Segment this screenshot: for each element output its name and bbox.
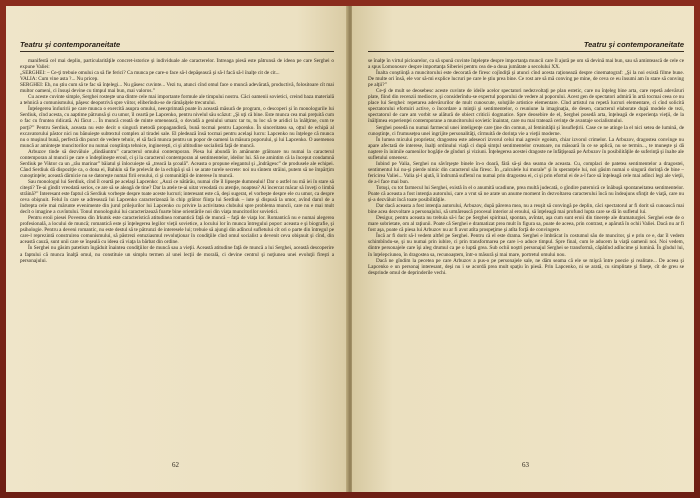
left-page <box>6 6 348 492</box>
left-paragraph-9: Pentru eroii piesei Povestea din Irkutsk este caracteristică atitudinea romantică faţă de muncă – faţă de viaţa lor. Romantică nu e numai alegerea profesională, a locului de muncă; romantică este şi înţelegerea legilor vieţii sovietice, a locului lor în munca întregului popor: aceasta e şi biografie, şi psihologie. Pentru a deveni romantic, nu este destul să te pătrunzi de interesele lui; trebuie să ajungi din adîncul sufletului cît ori o parte din întregul pe care-l reprezintă construirea comunismului, să păstrezi entuziasmul revoluţionar în condiţiile cînd omul socialist a devenit ceva obişnuit şi cînd, din această cauză, sunt unii care se înşeală cu ideea că viaţa la bărbat din ordine. <box>20 215 334 246</box>
left-page-number: 62 <box>172 461 179 469</box>
left-paragraph-6: Înţelegerea înrîuririi pe care munca o exercită asupra omului, neexprimată poate în această măsură de program, o descoperi şi în monologurile lui Serdiuk, cînd acesta, cu aaptime pătrunsă şi cu umor, îl ceartă pe Lapcenko, pentru nivelul său scăzut: „Şi uţi că bine. Este munca cea mai preţuită cum o fac cu fruntea ridicată. Ai făcut ... În muncă creată de minte omenească, o dovadă a geniului uman: tar tu, tu loc să te aridici la înălţime, cum te porţi?” Pentru Serdiuk, aceasta nu este decit o singură metodă propagandistă, bună tocmai pentru Lapcenko. În sinceritatea sa, oţtul de echipă al excavatorului păstor nici nu bănuieşte subtextul complex al tiradei sale. El pledează însă tocmai pentru acelaşi lucru: Lapcenko nu înţelege că munca nu o muşinul bună, perfectă din punct de vedere tehnic, el să facă munca pentru un popor de oameni la măsura poporului, şi lui Lapcenko. O asemenea muncă ar aminteşte muncitorilor nu numai conştiinţa tehnice, inginereşti, ci şi altitudine socialistă faţă de muncă. <box>20 106 334 149</box>
right-paragraph-4: Serghei posedă nu numai farmecul unei inteligenţe care ţine din comun, al feminităţii şi însufleţirii. Case ce ne atinge la el nici setea de lumină, de cunoştinţe, ci frumuseţea unei ingrijite personalităţi, cîrmuită de dorinţa vie a vieţii moderne. <box>368 124 684 137</box>
right-paragraph-1: se înalţe în virtul picioarelor, ca să spună cuvinte înţelepte despre importanţa muncii care îl ajută pe om să devină mai bun, sau să amintească de cele ce a spus Lomonosov despre importanţa Siberiei pentru cea de-a doua jumătate a secolului XX. <box>368 58 684 71</box>
right-paragraph-7: Totuşi, cu tot farmecul lui Serghei, există în el o anumită ucadiune, prea multă judecată, o gîndire puternică ce înăbuşă spontaneitatea sentimentelor. Poate că aceasta a fost intenţia autorului, care a vrut să ne arate un anume moment în dezvoltarea caracterului încă nu îndeajuns sfinţit de viaţă, care nu şi-a dezvăluit încă toate posibilităţile. <box>368 184 684 204</box>
left-paragraph-10: În Serghei nu găsim patetism îngăduit înaintea condiţiilor de muncă sau a vieţii. Această atitudine faţă de muncă a lui Serghei, această descoperire a faptului că munca înalţă omul, nu constituie un simplu termen al unei lecţii de morală, ci devine centrul şi noţiunea unei evoluţii fireşti a personajului. <box>20 245 334 264</box>
left-running-header: Teatru şi contemporaneitate <box>20 40 121 49</box>
right-page-number: 63 <box>522 461 529 469</box>
left-paragraph-3: VALIA: Cum vine asta ?... Nu pricep. <box>20 76 99 83</box>
left-header-rule <box>20 51 334 52</box>
right-page <box>352 6 694 492</box>
right-paragraph-5: În lumea micului proprietar, dragostea este adeseori izvorul celui mai agresiv egoism, chiar izvorul crimelor. La Arbuzov, dragostea convinge nu apare afectată de interese, înalţi ordinului viaţă ci după simţul sentimentelor creatoare, nu măsoară în ce se aplică, nu se termin..., te muneşte şi dă naştere în inimile oamenilor bogăţie de gînduri şi viziuni. Înţelegerea acestei dragoste ne înfăţişează pe Arbuzov în posibilităţile de suferinţă şi înalte ale sufletului omenesc. <box>368 136 684 161</box>
right-paragraph-8: Dar dacă aceasta a fost intenţia autorului, Arbuzov, după părerea mea, nu a reuşit să convingă pe deplin, căci spectatorul ar fi dorit să cunoască mai bine acea dezvoltare a personajului, să urmărească procesul interior al eroului, să înţeleagă mai profund lupta care se dă în sufletul lui. <box>368 203 684 216</box>
left-paragraph-2: „SERGHEI: – Ce-ţi trebuie omului ca să fie ferici? Ca munca pe care-o face să-l depăşească şi să-l facă să-l înalţe cit de cit... <box>20 70 280 77</box>
right-paragraph-9: Desigur, pentru aceasta nu trebuia să-i fac pe Serghei spiritual, spontan, avîntat, aşa cum sunt eroii din tinereţe ale dramaturgiei. Serghei este de o mare sobrietate, om al raţiunii. Poate că Serghei e dramatizat prea mult în figura sa, poate de aceea, prin contrast, e apărută în ochii Valiei. Dacă nu ar fi fost aşa, poate că piesa lui Arbuzov nu ar fi avut atîta prospeţime şi atîta forţă de convingere. <box>368 215 684 234</box>
right-header-rule <box>368 51 684 52</box>
left-paragraph-4: SERGHEI: Eh, nu ştiu cum să te fac să înţelegi... Nu găsesc cuvinte... Vezi tu, atunci cînd omul face o muncă adevărată, productivă, folositoare cît mai multor oameni, ci însuşi devine cu timpul mai bun, mai valoros.” <box>20 82 334 95</box>
right-paragraph-2: Înalta conştiinţă a muncitorului este decorată de firesc cojîndiţă şi atunci cînd acesta raţionează despre cinematograf: „Şi la noi există filme bune. De multe ori însă, ele vor să-mi explice lucruri pe care le ştiu prea bine. Ce rost are să mă conving pe mine, de ceva ce eu însumi am în stare să conving pe alţii?” <box>368 70 684 89</box>
right-running-header: Teatru şi contemporaneitate <box>583 40 684 49</box>
right-page-body <box>368 58 684 448</box>
left-paragraph-7: Arbuzov tinde să dezvăluie „dindăuntru” caracterul omului contemporan. Piesa lui abundă în amănunte grăitoare nu numai la caracterul contemporan al muncii pe care o îndeplineşte eroul, ci şi la caracterul contemporan al sentimentelor, ideilor lui. Să ne amintim că la început condamnă Serdiuk pe Viktor ca un „rău marinar” băiatul şi înlocuieşte să „treacă la şcoală”. Aceasta o propune elegantul şi „îndrăgesc” de produsele ale echipei. Când Serdiuk dă dispoziţie ca, o dona ei, Bahkin să fie prelevăt de la echipă şi să i se arate turele secrete: noi nu sîntem străini, putem să ne împărţim cunoştinţele; această dărnicie nu se datoreşte numai firii eroului, ci şi comunităţii de interese în muncă. <box>20 148 334 179</box>
right-paragraph-6: Iubind pe Valia, Serghei nu săvîrşeşte binele în-o doară, fără să-şi dea seama de aceasta. Cu, complaci de patetea sentimentelor a dragostei, sentimentul lui nu-şi pierde nimic din caracterul său firesc. În „calculele lui morale” şi în speranţele lui, noi găsim numai o singură dorinţă de bine – fericirea Valiei... Valia şi-l ajută, îi îndrumă sufletul nu numai prin dragostea ei, ci şi prin efortul ei de a-l face să înţeleagă cele mai adînci legi ale vieţii, de a-l face mai bun. <box>368 160 684 185</box>
left-paragraph-5: Cu aceste cuvinte simple, Serghei rosteşte una dintre cele mai importante formule ale timpului nostru. Căci oamenii sovietici, creind baza materială a tehnică a comunismului, păşesc deopotrivă spre viitor, eliberîndu-se de rămăşiţele trecutului. <box>20 94 334 107</box>
left-paragraph-1: manifestă cel mai deplin, particularităţile concret-istorice şi individuale ale caracterelor. Întreaga piesă este pătrunsă de ideea pe care Serghei o expune Valiei: <box>20 58 334 71</box>
right-paragraph-11: Dacă ne gîndim la pecetea pe care Arbuzov a pus-o pe personajele sale, ne dăm seama că ele se mişcă între poezie şi realitate... De aceea şi Lapcenko e un personaj interesant, deşi nu i se acordă prea mult spaţiu în piesă. Prin Lapcenko, ni se arată, cu simplitate şi fineţe, cît de greu se desprinde omul de deprinderile vechi. <box>368 257 684 276</box>
right-paragraph-10: Încă ar fi dorit să-l vedem altfel pe Serghei. Pentru că el este drama. Serghei e îmbrăcat în costumul său de muncitor, şi e prin ce e, dar îl vedem schimbîndu-se, şi nu numai prin iubire, ci prin transformarea pe care i-o aduce timpul. Spre final, cum le aducem la viaţă oamenii noi. Noi vedem, dintre personajele care îşi aleg drumul ca pe o luptă grea. Sub ochii noştri personajul Serghei se transformă, căpătînd adîncime şi lumină. În gîndul lui, în înţelepciunea, în dragostea sa, recunoaştem, într-o măsură şi mai mare, portretul omului nou. <box>368 233 684 258</box>
right-paragraph-3: Ce-ţi de mult se deosebesc aceste cuvinte de ideile acelor spectatori nedezvoltaţi pe plan estetic, care nu înţeleg bine arta, care repetă adevăruri plate, fiind din recenzii mediocre, şi considerîndu-se expertul poporului de vedere al poporului. Acest gen de spectatori admiră în artă tocmai ceea ce nu place lui Serghei: repetarea adevărurilor de mult cunoscute, soluţiile artistice elementare. Cînd artistul nu repetă lucruri elementare, ci cînd solicită spectatorului efortuiri active, o încordare a minţii şi sentimentelor, o reuniune la imaginaţia, de desen, caracterul elaborate după modele de tezi, spectatorul de care am vorbit se alătură de obiect criticii dogmatice. Spre deosebire de el, Serghei posedă arta, înţeleagă de experienţa vieţii, de la înălţimea experienţei contemporane a muncitorului sovietic înaintat, care nu mai tratează cerinţe de avantaje socialismului. <box>368 88 684 125</box>
left-page-body <box>20 58 334 448</box>
left-paragraph-8: Sau monologul lui Serdiuk, cînd îl ceartă pe acelaşi Lapcenko: „Auzi ce nătărău, numai cîte îl lipseşte dumnealui! Dar o astfel nu mă iei în stare să citeşti? Te-ai gîndit vreodată serios, ce are să se aleagă de tine? Dar la atele te-ai uitat vreodată cu atenţie, noaptea? Ai încercat măcar să înveţi o limbă străină?” Interesant este faptul că Serdiuk vorbeşte despre toate aceste lucruri; interesant este că, deşi sugerat, el vorbeşte despre ele cu umor, ca despre ceva obişnuit. Felul în care se adresează lui Lapcenko caracterizează în chip grăitor fiinţa lui Serdiuk – iute şi dispusă la umor, avînd darul de a îndrepta cele mai mărunte evenimente din jurul prilejurilor lui Lapcenko cu privire la activitatea clubului spre problema muncii, care nu e mai mult decît o imagine a cuvîntului. Tonul monologului lui caracterizează foarte bine orientările noi din viaţa muncitorilor sovietici. <box>20 178 334 216</box>
